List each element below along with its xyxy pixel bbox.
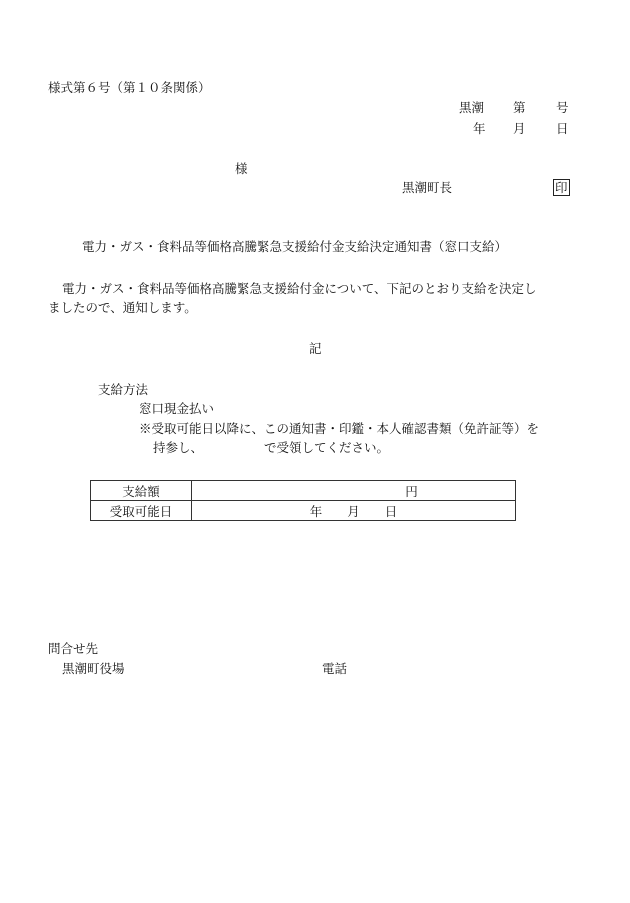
payment-note-line-1: ※受取可能日以降に、この通知書・印鑑・本人確認書類（免許証等）を (139, 421, 540, 436)
contact-heading: 問合せ先 (48, 641, 99, 656)
ki-mark: 記 (309, 341, 322, 356)
contact-phone-label: 電話 (322, 661, 348, 676)
payment-method: 窓口現金払い (139, 401, 215, 416)
table-cell-value (192, 481, 516, 501)
contact-office: 黒潮町役場 (62, 661, 125, 676)
payment-heading: 支給方法 (98, 382, 149, 397)
form-number: 様式第６号（第１０条関係） (48, 80, 211, 95)
date-year: 年 (473, 121, 486, 136)
doc-number-go: 号 (556, 100, 569, 115)
table-cell-label: 受取可能日 (91, 501, 192, 521)
doc-number-prefix: 黒潮 (459, 100, 485, 115)
table-cell-value: 年 月 日 (192, 501, 516, 521)
payment-note-line-2a: 持参し、 (153, 440, 204, 455)
date-day: 日 (556, 121, 569, 136)
payment-info-table (90, 480, 516, 521)
seal-mark (553, 179, 570, 196)
body-line-2: ましたので、通知します。 (48, 300, 197, 315)
body-line-1: 電力・ガス・食料品等価格高騰緊急支援給付金について、下記のとおり支給を決定し (62, 281, 537, 296)
date-month: 月 (513, 121, 526, 136)
seal-label: 印 (555, 180, 568, 195)
table-row (91, 501, 516, 521)
amount-unit: 円 (405, 483, 418, 499)
issuer: 黒潮町長 (402, 180, 453, 195)
payment-note-line-2b: で受領してください。 (264, 440, 390, 455)
document-title: 電力・ガス・食料品等価格高騰緊急支援給付金支給決定通知書（窓口支給） (82, 239, 508, 254)
table-cell-label: 支給額 (91, 481, 192, 501)
recipient-suffix: 様 (235, 161, 248, 176)
doc-number-dai: 第 (513, 100, 526, 115)
table-row (91, 481, 516, 501)
